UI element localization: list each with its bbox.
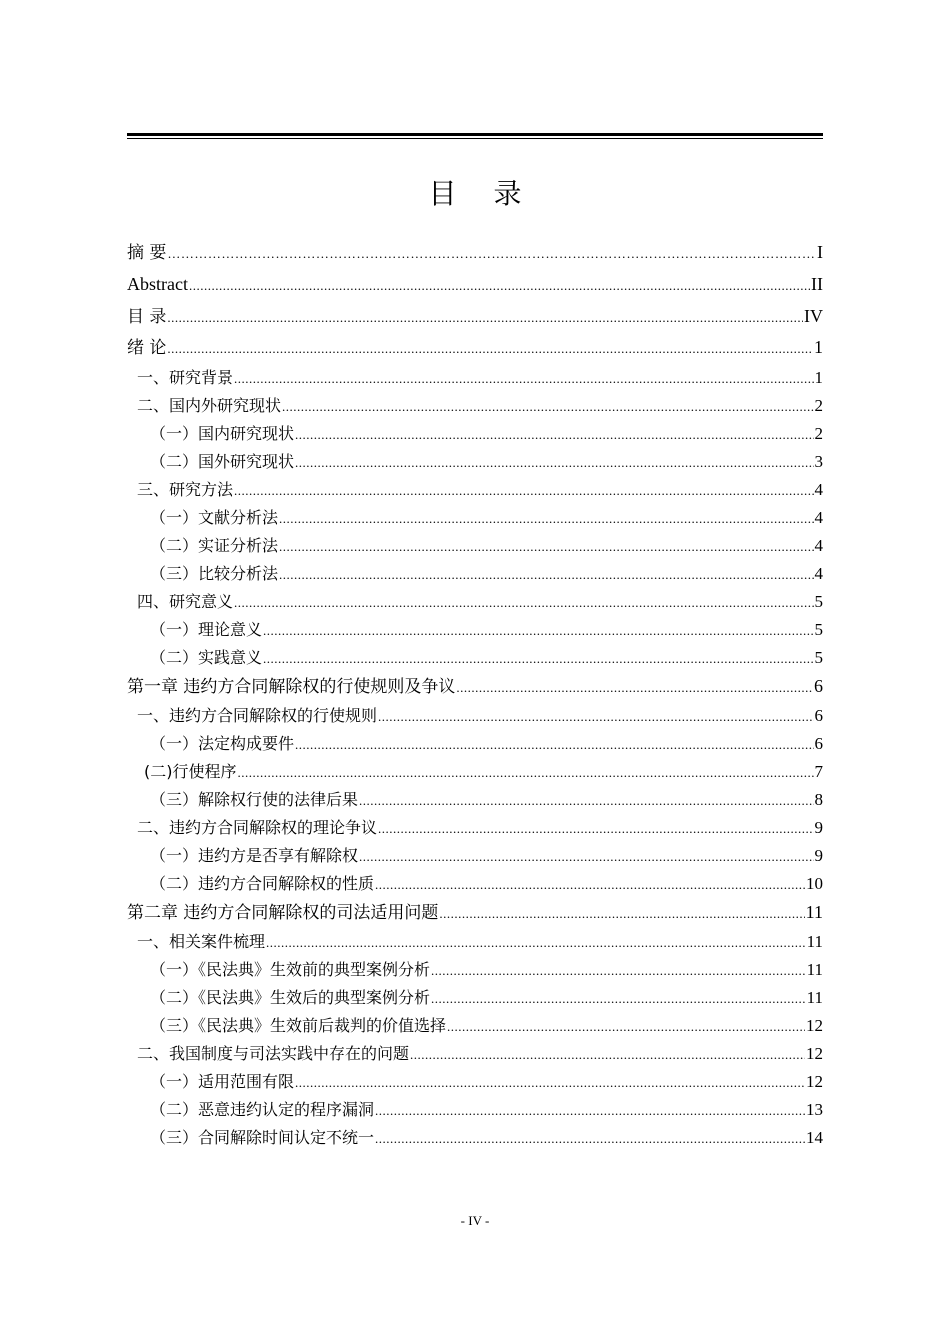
toc-entry-page: 5 xyxy=(814,592,823,611)
toc-entry-page: 11 xyxy=(806,932,823,951)
toc-dot-leader xyxy=(295,1071,805,1095)
toc-entry-page: 12 xyxy=(806,1072,823,1091)
toc-dot-leader xyxy=(378,705,813,729)
toc-entry[interactable] xyxy=(127,534,823,559)
toc-entry[interactable] xyxy=(127,335,823,361)
toc-entry[interactable] xyxy=(127,732,823,757)
toc-entry[interactable] xyxy=(127,958,823,983)
toc-entry-page: 9 xyxy=(814,846,823,865)
toc-entry-page: 14 xyxy=(806,1128,823,1147)
toc-entry[interactable] xyxy=(127,674,823,700)
toc-dot-leader xyxy=(359,845,813,869)
toc-entry-label: （一）文献分析法 xyxy=(150,508,279,527)
toc-entry[interactable] xyxy=(127,240,823,266)
toc-entry[interactable] xyxy=(127,478,823,503)
toc-entry-label: 目 录 xyxy=(127,307,167,327)
toc-entry[interactable] xyxy=(127,304,823,330)
page-title: 目 录 xyxy=(428,177,536,210)
toc-entry-label: （三）解除权行使的法律后果 xyxy=(150,790,359,809)
toc-entry-label: 三、研究方法 xyxy=(137,480,234,499)
toc-entry-label: 摘 要 xyxy=(127,243,167,263)
toc-entry-label: （二）国外研究现状 xyxy=(150,452,295,471)
toc-entry-page: 4 xyxy=(814,564,823,583)
toc-entry-label: 绪 论 xyxy=(127,338,167,358)
toc-entry[interactable] xyxy=(127,1042,823,1067)
toc-entry[interactable] xyxy=(127,422,823,447)
toc-entry-page: 5 xyxy=(814,648,823,667)
toc-dot-leader xyxy=(431,959,806,983)
toc-dot-leader xyxy=(279,507,813,531)
toc-entry-label: （一）国内研究现状 xyxy=(150,424,295,443)
toc-dot-leader xyxy=(238,761,814,785)
toc-entry-label: （三）《民法典》生效前后裁判的价值选择 xyxy=(150,1016,447,1035)
toc-entry-label: （一）法定构成要件 xyxy=(150,734,295,753)
toc-entry[interactable] xyxy=(127,450,823,475)
toc-dot-leader xyxy=(375,1127,805,1151)
toc-entry[interactable] xyxy=(127,872,823,897)
toc-entry-label: （三）合同解除时间认定不统一 xyxy=(150,1128,375,1147)
toc-entry[interactable] xyxy=(127,760,823,785)
toc-entry-label: （二）《民法典》生效后的典型案例分析 xyxy=(150,988,431,1007)
toc-dot-leader xyxy=(266,931,806,955)
toc-entry[interactable] xyxy=(127,704,823,729)
toc-entry-page: 6 xyxy=(814,734,823,753)
toc-entry[interactable] xyxy=(127,562,823,587)
toc-entry-label: Abstract xyxy=(127,274,188,294)
toc-entry-label: 第一章 违约方合同解除权的行使规则及争议 xyxy=(127,677,456,697)
toc-entry-page: 11 xyxy=(806,960,823,979)
toc-entry-label: （一）理论意义 xyxy=(150,620,263,639)
toc-dot-leader xyxy=(234,367,813,391)
toc-dot-leader xyxy=(375,1099,805,1123)
toc-entry[interactable] xyxy=(127,844,823,869)
toc-dot-leader xyxy=(263,647,813,671)
toc-entry-page: I xyxy=(817,242,823,262)
toc-entry-label: （二）恶意违约认定的程序漏洞 xyxy=(150,1100,375,1119)
toc-entry-page: 3 xyxy=(814,452,823,471)
toc-entry-page: 4 xyxy=(814,480,823,499)
toc-dot-leader xyxy=(167,337,813,361)
toc-entry-page: 12 xyxy=(806,1016,823,1035)
toc-dot-leader xyxy=(189,274,810,298)
toc-entry[interactable] xyxy=(127,618,823,643)
toc-entry-label: （二）实践意义 xyxy=(150,648,263,667)
toc-entry-page: 6 xyxy=(814,706,823,725)
toc-entry-page: II xyxy=(811,274,823,294)
toc-entry[interactable] xyxy=(127,1098,823,1123)
toc-entry[interactable] xyxy=(127,394,823,419)
toc-entry-page: 6 xyxy=(814,676,823,696)
toc-entry-label: （一）《民法典》生效前的典型案例分析 xyxy=(150,960,431,979)
toc-entry-page: 8 xyxy=(814,790,823,809)
toc-entry-label: 二、国内外研究现状 xyxy=(137,396,282,415)
toc-entry-page: 4 xyxy=(814,508,823,527)
toc-dot-leader xyxy=(234,591,813,615)
toc-entry-page: 12 xyxy=(806,1044,823,1063)
toc-dot-leader xyxy=(279,535,813,559)
toc-dot-leader xyxy=(375,873,805,897)
toc-entry-page: 13 xyxy=(806,1100,823,1119)
toc-entry[interactable] xyxy=(127,590,823,615)
toc-dot-leader xyxy=(378,817,813,841)
toc-entry-label: 一、违约方合同解除权的行使规则 xyxy=(137,706,378,725)
toc-entry[interactable] xyxy=(127,366,823,391)
toc-entry[interactable] xyxy=(127,1070,823,1095)
toc-dot-leader xyxy=(359,789,813,813)
toc-entry-label: （二）违约方合同解除权的性质 xyxy=(150,874,375,893)
header-rule-thin xyxy=(127,138,823,139)
toc-entry-label: 一、相关案件梳理 xyxy=(137,932,266,951)
toc-entry[interactable] xyxy=(127,788,823,813)
toc-entry-label: 二、违约方合同解除权的理论争议 xyxy=(137,818,378,837)
toc-entry-page: 5 xyxy=(814,620,823,639)
toc-entry-label: (二)行使程序 xyxy=(144,762,237,781)
toc-entry-page: 1 xyxy=(814,368,823,387)
toc-dot-leader xyxy=(263,619,813,643)
toc-entry[interactable] xyxy=(127,900,823,926)
toc-dot-leader xyxy=(295,451,813,475)
toc-entry-label: （一）适用范围有限 xyxy=(150,1072,295,1091)
toc-entry-page: 10 xyxy=(806,874,823,893)
toc-dot-leader xyxy=(295,423,813,447)
toc-dot-leader xyxy=(295,733,813,757)
toc-entry[interactable] xyxy=(127,816,823,841)
toc-entry-label: （一）违约方是否享有解除权 xyxy=(150,846,359,865)
toc-entry-page: 11 xyxy=(805,902,823,922)
toc-entry-page: 7 xyxy=(814,762,823,781)
toc-entry-page: 4 xyxy=(814,536,823,555)
toc-dot-leader xyxy=(410,1043,805,1067)
toc-entry[interactable] xyxy=(127,646,823,671)
toc-entry-page: 1 xyxy=(814,337,823,357)
toc-entry[interactable] xyxy=(127,506,823,531)
toc-entry-label: （二）实证分析法 xyxy=(150,536,279,555)
toc-entry-label: 二、我国制度与司法实践中存在的问题 xyxy=(137,1044,410,1063)
toc-entry[interactable] xyxy=(127,272,823,298)
toc-entry[interactable] xyxy=(127,1014,823,1039)
toc-entry[interactable] xyxy=(127,930,823,955)
toc-entry[interactable] xyxy=(127,1126,823,1151)
toc-entry-page: 2 xyxy=(814,396,823,415)
toc-entry-label: （三）比较分析法 xyxy=(150,564,279,583)
toc-dot-leader xyxy=(456,676,813,700)
toc-dot-leader xyxy=(234,479,813,503)
toc-entry-label: 第二章 违约方合同解除权的司法适用问题 xyxy=(127,903,439,923)
toc-entry-page: 2 xyxy=(814,424,823,443)
toc-dot-leader xyxy=(439,902,804,926)
page-number-footer: - IV - xyxy=(460,1213,490,1228)
toc-dot-leader xyxy=(167,242,816,266)
toc-entry-page: 11 xyxy=(806,988,823,1007)
toc-dot-leader xyxy=(447,1015,805,1039)
toc-dot-leader xyxy=(431,987,806,1011)
toc-entry-page: 9 xyxy=(814,818,823,837)
toc-entry-label: 一、研究背景 xyxy=(137,368,234,387)
toc-entry-label: 四、研究意义 xyxy=(137,592,234,611)
toc-dot-leader xyxy=(282,395,813,419)
toc-dot-leader xyxy=(279,563,813,587)
toc-entry-page: IV xyxy=(804,306,823,326)
toc-entry[interactable] xyxy=(127,986,823,1011)
header-rule-thick xyxy=(127,133,823,136)
header-rule xyxy=(127,133,823,139)
toc-dot-leader xyxy=(167,306,803,330)
